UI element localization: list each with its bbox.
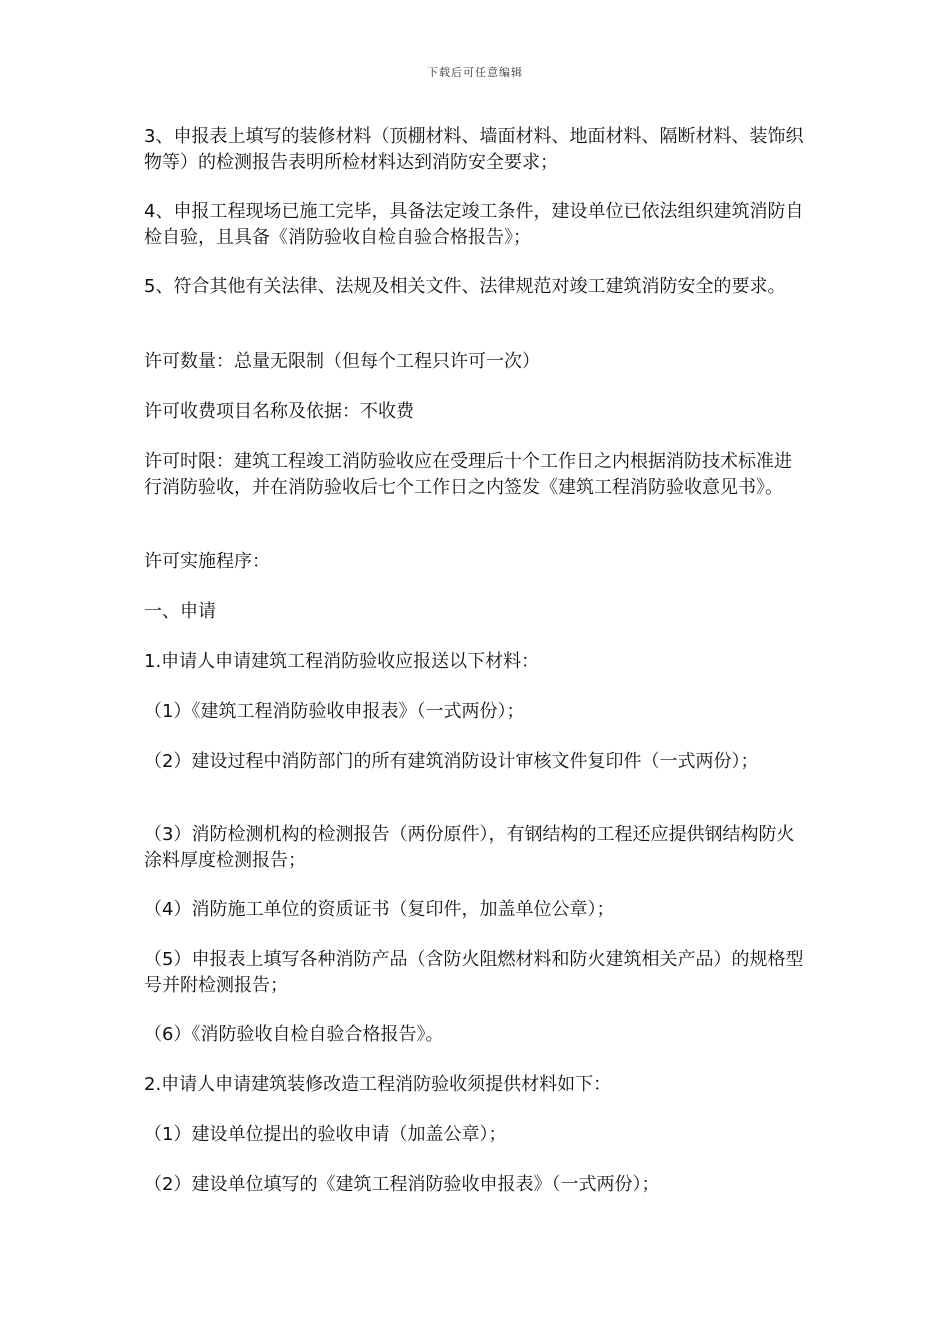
list-item-1-1: （1）《建筑工程消防验收申报表》（一式两份）； [144,701,525,722]
paragraph-apply-1: 1.申请人申请建筑工程消防验收应报送以下材料： [144,651,540,672]
list-item-1-3: （3）消防检测机构的检测报告（两份原件），有钢结构的工程还应提供钢结构防火涂料厚度检测报告； [144,824,795,871]
paragraph-item-4: 4、申报工程现场已施工完毕，具备法定竣工条件，建设单位已依法组织建筑消防自检自验，且具备《消防验收自检自验合格报告》； [144,201,804,248]
paragraph-apply-2: 2.申请人申请建筑装修改造工程消防验收须提供材料如下： [144,1074,612,1095]
page-header: 下载后可任意编辑 [427,66,523,79]
paragraph-permit-quantity: 许可数量：总量无限制（但每个工程只许可一次） [144,351,540,372]
list-item-2-1: （1）建设单位提出的验收申请（加盖公章）； [144,1124,507,1145]
list-item-1-5: （5）申报表上填写各种消防产品（含防火阻燃材料和防火建筑相关产品）的规格型号并附检测报告； [144,949,804,996]
list-item-1-6: （6）《消防验收自检自验合格报告》。 [144,1024,444,1045]
section-heading-apply: 一、申请 [144,601,216,622]
paragraph-permit-fee: 许可收费项目名称及依据：不收费 [144,401,414,422]
list-item-2-2: （2）建设单位填写的《建筑工程消防验收申报表》（一式两份）； [144,1174,660,1195]
paragraph-item-5: 5、符合其他有关法律、法规及相关文件、法律规范对竣工建筑消防安全的要求。 [144,276,786,297]
paragraph-permit-timelimit: 许可时限：建筑工程竣工消防验收应在受理后十个工作日之内根据消防技术标准进行消防验收，并在消防验收后七个工作日之内签发《建筑工程消防验收意见书》。 [144,451,792,498]
paragraph-procedure-heading: 许可实施程序： [144,551,270,572]
list-item-1-4: （4）消防施工单位的资质证书（复印件，加盖单位公章）； [144,899,615,920]
paragraph-item-3: 3、申报表上填写的装修材料（顶棚材料、墙面材料、地面材料、隔断材料、装饰织物等）的检测报告表明所检材料达到消防安全要求； [144,126,804,173]
list-item-1-2: （2）建设过程中消防部门的所有建筑消防设计审核文件复印件（一式两份）； [144,751,759,772]
